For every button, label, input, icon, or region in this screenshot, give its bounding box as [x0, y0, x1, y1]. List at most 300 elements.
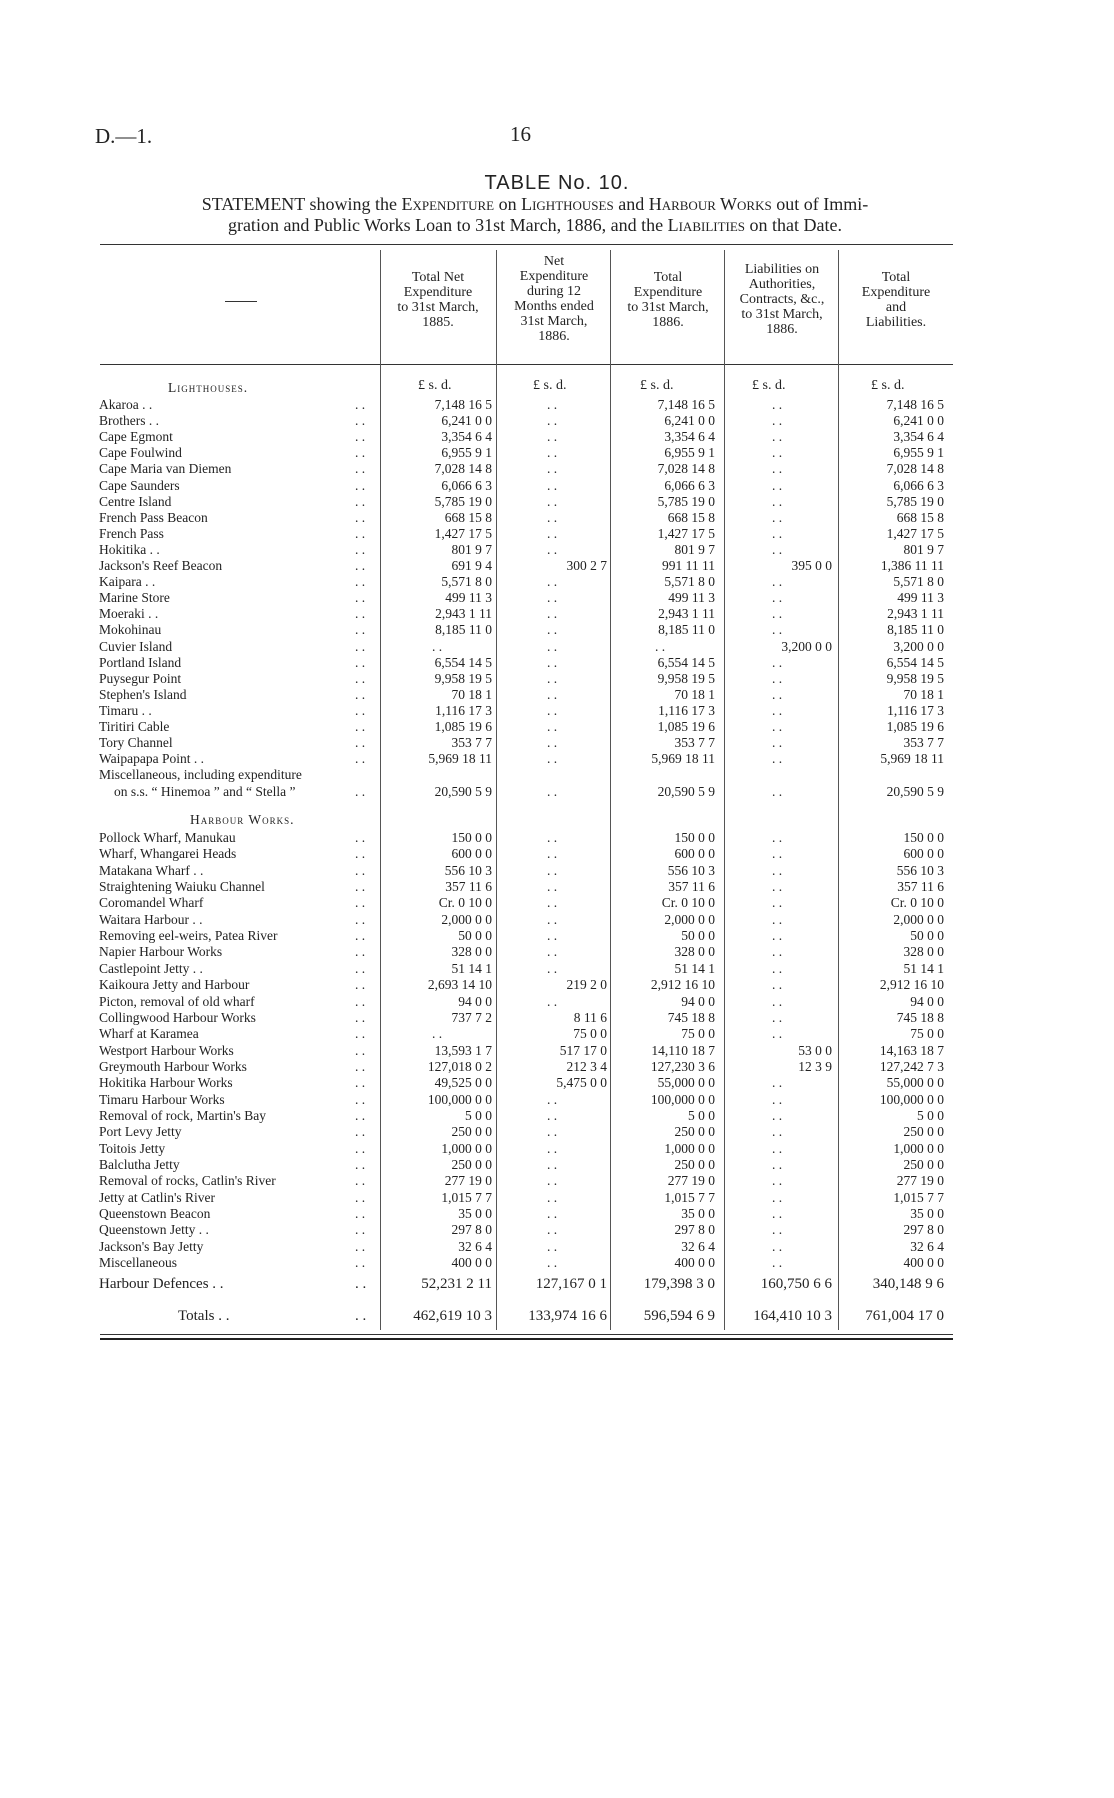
leader-dots: . . [355, 1255, 366, 1270]
table-cell: 94 0 0 [458, 994, 492, 1009]
row-label: Wharf, Whangarei Heads [99, 846, 237, 861]
table-cell: . . [546, 879, 558, 894]
table-cell: 127,230 3 6 [650, 1059, 715, 1074]
row-label: Jackson's Reef Beacon [99, 558, 223, 573]
table-cell: 5,571 8 0 [664, 574, 715, 589]
bottom-rule-thin [100, 1334, 953, 1335]
table-cell: 353 7 7 [903, 735, 944, 750]
table-cell: 6,554 14 5 [657, 655, 715, 670]
table-cell: . . [771, 735, 783, 750]
table-cell: 357 11 6 [668, 879, 715, 894]
table-cell: 75 0 0 [573, 1026, 607, 1041]
table-cell: . . [546, 639, 558, 654]
row-label: Pollock Wharf, Manukau [99, 830, 236, 845]
table-cell: . . [771, 590, 783, 605]
table-cell: 219 2 0 [566, 977, 607, 992]
table-cell: . . [546, 928, 558, 943]
table-cell: 6,554 14 5 [886, 655, 944, 670]
table-cell: 1,116 17 3 [887, 703, 944, 718]
table-cell: 6,955 9 1 [893, 445, 944, 460]
table-cell: 12 3 9 [798, 1059, 832, 1074]
table-cell: . . [771, 1255, 783, 1270]
table-cell: 3,200 0 0 [893, 639, 944, 654]
table-cell: . . [546, 1108, 558, 1123]
row-label: Wharf at Karamea [99, 1026, 199, 1041]
table-cell: . . [771, 1239, 783, 1254]
column-header-4: Liabilities on Authorities, Contracts, &c., to 31st March, 1886. [739, 262, 825, 337]
table-cell: . . [546, 461, 558, 476]
leader-dots: . . [355, 510, 366, 525]
table-cell: 801 9 7 [451, 542, 492, 557]
table-cell: 6,241 0 0 [664, 413, 715, 428]
row-label: Cape Saunders [99, 478, 180, 493]
table-cell: 127,167 0 1 [535, 1276, 607, 1292]
row-label: Port Levy Jetty [99, 1124, 182, 1139]
row-label: Cape Egmont [99, 429, 173, 444]
units-header: £ s. d. [418, 378, 452, 393]
table-cell: . . [546, 912, 558, 927]
table-cell: 250 0 0 [451, 1157, 492, 1172]
table-cell: 745 18 8 [896, 1010, 944, 1025]
table-cell: . . [771, 994, 783, 1009]
table-cell: 164,410 10 3 [753, 1308, 832, 1324]
table-cell: 5,969 18 11 [428, 751, 492, 766]
table-cell: 328 0 0 [903, 944, 944, 959]
leader-dots: . . [355, 1043, 366, 1058]
row-label: Picton, removal of old wharf [99, 994, 255, 1009]
table-cell: 668 15 8 [896, 510, 944, 525]
table-cell: 5,785 19 0 [886, 494, 944, 509]
table-cell: 1,116 17 3 [435, 703, 492, 718]
table-cell: 801 9 7 [674, 542, 715, 557]
leader-dots: . . [355, 846, 366, 861]
table-cell: 20,590 5 9 [434, 784, 492, 799]
leader-dots: . . [355, 719, 366, 734]
table-cell: 556 10 3 [667, 863, 715, 878]
leader-dots: . . [355, 784, 366, 799]
table-cell: . . [771, 928, 783, 943]
table-cell: 51 14 1 [903, 961, 944, 976]
leader-dots: . . [355, 895, 366, 910]
row-label: Waipapapa Point . . [99, 751, 205, 766]
table-cell: 737 7 2 [451, 1010, 492, 1025]
leader-dots: . . [355, 1026, 366, 1041]
table-cell: 3,200 0 0 [781, 639, 832, 654]
table-cell: 3,354 6 4 [664, 429, 715, 444]
table-cell: . . [771, 961, 783, 976]
leader-dots: . . [355, 461, 366, 476]
table-cell: 1,427 17 5 [434, 526, 492, 541]
leader-dots: . . [355, 751, 366, 766]
table-cell: 51 14 1 [674, 961, 715, 976]
table-cell: . . [771, 703, 783, 718]
leader-dots: . . [355, 558, 366, 573]
table-cell: 1,015 7 7 [441, 1190, 492, 1205]
table-cell: . . [546, 494, 558, 509]
table-cell: 51 14 1 [451, 961, 492, 976]
leader-dots: . . [355, 735, 366, 750]
table-cell: 94 0 0 [681, 994, 715, 1009]
table-cell: . . [546, 574, 558, 589]
table-cell: 2,693 14 10 [427, 977, 492, 992]
leader-dots: . . [355, 1239, 366, 1254]
table-cell: 1,015 7 7 [664, 1190, 715, 1205]
table-cell: . . [546, 478, 558, 493]
leader-dots: . . [355, 639, 366, 654]
table-cell: 3,354 6 4 [441, 429, 492, 444]
table-cell: . . [771, 1075, 783, 1090]
table-cell: . . [771, 784, 783, 799]
table-cell: 1,085 19 6 [657, 719, 715, 734]
description-column-dash [225, 301, 257, 302]
table-cell: . . [546, 961, 558, 976]
table-cell: 277 19 0 [896, 1173, 944, 1188]
table-cell: 7,028 14 8 [886, 461, 944, 476]
table-cell: . . [546, 413, 558, 428]
leader-dots: . . [355, 879, 366, 894]
table-cell: . . [771, 1173, 783, 1188]
row-label: Hokitika Harbour Works [99, 1075, 233, 1090]
table-cell: 127,018 0 2 [427, 1059, 492, 1074]
leader-dots: . . [355, 1124, 366, 1139]
table-cell: 6,955 9 1 [441, 445, 492, 460]
leader-dots: . . [355, 590, 366, 605]
table-cell: . . [771, 1092, 783, 1107]
table-cell: 7,148 16 5 [657, 397, 715, 412]
leader-dots: . . [355, 622, 366, 637]
table-cell: . . [546, 687, 558, 702]
leader-dots: . . [355, 1173, 366, 1188]
table-cell: 32 6 4 [681, 1239, 715, 1254]
table-cell: 297 8 0 [674, 1222, 715, 1237]
table-cell: . . [771, 1222, 783, 1237]
table-cell: 50 0 0 [681, 928, 715, 943]
table-cell: 55,000 0 0 [886, 1075, 944, 1090]
table-cell: 35 0 0 [458, 1206, 492, 1221]
table-cell: . . [771, 687, 783, 702]
table-cell: . . [771, 671, 783, 686]
leader-dots: . . [355, 429, 366, 444]
table-cell: 5,785 19 0 [434, 494, 492, 509]
table-cell: . . [771, 1206, 783, 1221]
table-cell: 35 0 0 [681, 1206, 715, 1221]
table-cell: . . [546, 1092, 558, 1107]
table-cell: 2,000 0 0 [441, 912, 492, 927]
leader-dots: . . [355, 655, 366, 670]
table-cell: 3,354 6 4 [893, 429, 944, 444]
table-cell: . . [771, 944, 783, 959]
table-cell: 7,148 16 5 [886, 397, 944, 412]
row-label: Coromandel Wharf [99, 895, 204, 910]
table-cell: 556 10 3 [896, 863, 944, 878]
row-label: Puysegur Point [99, 671, 182, 686]
table-cell: 9,958 19 5 [657, 671, 715, 686]
table-cell: . . [771, 1157, 783, 1172]
table-cell: . . [546, 751, 558, 766]
table-cell: . . [771, 655, 783, 670]
row-label: Moeraki . . [99, 606, 159, 621]
row-label: Jetty at Catlin's River [99, 1190, 216, 1205]
table-cell: 5,571 8 0 [441, 574, 492, 589]
units-header: £ s. d. [871, 378, 905, 393]
table-cell: . . [546, 719, 558, 734]
table-cell: 7,028 14 8 [657, 461, 715, 476]
page-number: 16 [510, 122, 531, 146]
table-cell: 357 11 6 [445, 879, 492, 894]
table-cell: . . [771, 574, 783, 589]
header-bottom-rule [100, 364, 953, 365]
row-label: Kaikoura Jetty and Harbour [99, 977, 250, 992]
table-cell: 395 0 0 [791, 558, 832, 573]
leader-dots: . . [355, 944, 366, 959]
table-cell: . . [771, 461, 783, 476]
bottom-rule-thick [100, 1338, 953, 1340]
table-cell: 517 17 0 [559, 1043, 607, 1058]
table-cell: 2,000 0 0 [893, 912, 944, 927]
leader-dots: . . [355, 912, 366, 927]
table-cell: . . [771, 606, 783, 621]
table-cell: 250 0 0 [451, 1124, 492, 1139]
table-cell: 556 10 3 [444, 863, 492, 878]
table-cell: . . [546, 1222, 558, 1237]
leader-dots: . . [355, 494, 366, 509]
row-label: Marine Store [99, 590, 170, 605]
table-cell: 250 0 0 [903, 1124, 944, 1139]
table-cell: 6,241 0 0 [893, 413, 944, 428]
table-cell: 600 0 0 [674, 846, 715, 861]
table-cell: . . [771, 429, 783, 444]
section-heading-harbour-works: Harbour Works. [190, 812, 295, 827]
table-cell: . . [771, 542, 783, 557]
column-header-5: Total Expenditure and Liabilities. [861, 270, 931, 330]
table-cell: . . [771, 1190, 783, 1205]
table-cell: 761,004 17 0 [865, 1308, 944, 1324]
table-cell: . . [546, 655, 558, 670]
table-cell: . . [431, 639, 443, 654]
table-cell: 277 19 0 [667, 1173, 715, 1188]
table-cell: . . [546, 526, 558, 541]
table-cell: 250 0 0 [674, 1157, 715, 1172]
table-cell: 1,000 0 0 [441, 1141, 492, 1156]
row-label: Waitara Harbour . . [99, 912, 203, 927]
table-cell: 462,619 10 3 [413, 1308, 492, 1324]
table-cell: 600 0 0 [451, 846, 492, 861]
row-label: Cuvier Island [99, 639, 173, 654]
row-label: Queenstown Beacon [99, 1206, 211, 1221]
table-cell: . . [654, 639, 666, 654]
table-cell: 5,571 8 0 [893, 574, 944, 589]
row-label: Miscellaneous [99, 1255, 177, 1270]
table-cell: . . [546, 1206, 558, 1221]
leader-dots: . . [355, 413, 366, 428]
table-cell: 70 18 1 [903, 687, 944, 702]
table-cell: 32 6 4 [458, 1239, 492, 1254]
table-cell: . . [771, 1141, 783, 1156]
table-cell: 100,000 0 0 [650, 1092, 715, 1107]
table-cell: . . [771, 751, 783, 766]
table-cell: 1,000 0 0 [893, 1141, 944, 1156]
table-cell: 1,116 17 3 [658, 703, 715, 718]
table-cell: . . [546, 703, 558, 718]
leader-dots: . . [355, 863, 366, 878]
table-cell: 745 18 8 [667, 1010, 715, 1025]
table-cell: 1,427 17 5 [657, 526, 715, 541]
table-cell: . . [771, 526, 783, 541]
leader-dots: . . [355, 703, 366, 718]
table-cell: . . [431, 1026, 443, 1041]
table-cell: 7,028 14 8 [434, 461, 492, 476]
table-cell: 297 8 0 [451, 1222, 492, 1237]
table-cell: 1,085 19 6 [886, 719, 944, 734]
leader-dots: . . [355, 1276, 367, 1292]
table-cell: . . [771, 895, 783, 910]
table-cell: 2,000 0 0 [664, 912, 715, 927]
table-cell: 5,785 19 0 [657, 494, 715, 509]
table-cell: 9,958 19 5 [886, 671, 944, 686]
row-label: Balclutha Jetty [99, 1157, 180, 1172]
leader-dots: . . [355, 1010, 366, 1025]
table-cell: . . [771, 1010, 783, 1025]
table-cell: 6,554 14 5 [434, 655, 492, 670]
row-label: Mokohinau [99, 622, 162, 637]
table-cell: 50 0 0 [458, 928, 492, 943]
table-cell: . . [546, 1124, 558, 1139]
table-cell: 357 11 6 [897, 879, 944, 894]
table-cell: 133,974 16 6 [528, 1308, 607, 1324]
table-cell: 8,185 11 0 [887, 622, 944, 637]
table-cell: 212 3 4 [566, 1059, 607, 1074]
table-cell: 6,955 9 1 [664, 445, 715, 460]
table-cell: . . [546, 735, 558, 750]
table-cell: 5,969 18 11 [880, 751, 944, 766]
table-cell: 1,427 17 5 [886, 526, 944, 541]
table-cell: 49,525 0 0 [434, 1075, 492, 1090]
leader-dots: . . [355, 1075, 366, 1090]
table-cell: 5 0 0 [917, 1108, 944, 1123]
table-cell: . . [546, 542, 558, 557]
row-label: Tory Channel [99, 735, 173, 750]
leader-dots: . . [355, 830, 366, 845]
table-cell: 94 0 0 [910, 994, 944, 1009]
table-cell: . . [771, 912, 783, 927]
top-rule [100, 244, 953, 245]
table-cell: . . [771, 879, 783, 894]
row-label: Toitois Jetty [99, 1141, 166, 1156]
table-cell: . . [771, 830, 783, 845]
table-cell: 5,475 0 0 [556, 1075, 607, 1090]
table-cell: . . [546, 622, 558, 637]
table-cell: 300 2 7 [566, 558, 607, 573]
table-cell: 250 0 0 [903, 1157, 944, 1172]
leader-dots: . . [355, 977, 366, 992]
leader-dots: . . [355, 1141, 366, 1156]
table-cell: 75 0 0 [681, 1026, 715, 1041]
table-cell: 2,912 16 10 [879, 977, 944, 992]
row-label: Stephen's Island [99, 687, 187, 702]
table-cell: . . [546, 429, 558, 444]
table-cell: 2,943 1 11 [435, 606, 492, 621]
row-label: Queenstown Jetty . . [99, 1222, 209, 1237]
table-cell: 8 11 6 [573, 1010, 607, 1025]
table-cell: . . [546, 895, 558, 910]
table-cell: 353 7 7 [451, 735, 492, 750]
table-cell: 2,943 1 11 [887, 606, 944, 621]
table-cell: 691 9 4 [451, 558, 492, 573]
table-cell: 6,066 6 3 [664, 478, 715, 493]
table-cell: . . [546, 671, 558, 686]
table-cell: . . [546, 846, 558, 861]
table-cell: . . [546, 863, 558, 878]
table-cell: 400 0 0 [674, 1255, 715, 1270]
row-label: Removing eel-weirs, Patea River [99, 928, 278, 943]
leader-dots: . . [355, 1059, 366, 1074]
leader-dots: . . [355, 526, 366, 541]
table-cell: 150 0 0 [674, 830, 715, 845]
table-cell: . . [771, 1108, 783, 1123]
table-cell: . . [546, 1157, 558, 1172]
table-cell: 1,015 7 7 [893, 1190, 944, 1205]
table-cell: 499 11 3 [445, 590, 492, 605]
table-cell: 6,066 6 3 [441, 478, 492, 493]
table-cell: Cr. 0 10 0 [438, 895, 492, 910]
table-cell: 991 11 11 [662, 558, 715, 573]
table-title: TABLE No. 10. [484, 172, 630, 194]
row-label: Westport Harbour Works [99, 1043, 234, 1058]
table-cell: 6,241 0 0 [441, 413, 492, 428]
row-label: Portland Island [99, 655, 182, 670]
table-cell: . . [546, 1255, 558, 1270]
table-cell: . . [771, 1026, 783, 1041]
table-cell: . . [771, 397, 783, 412]
table-cell: 6,066 6 3 [893, 478, 944, 493]
table-cell: . . [546, 1239, 558, 1254]
table-cell: . . [546, 784, 558, 799]
table-cell: 179,398 3 0 [643, 1276, 715, 1292]
table-cell: . . [771, 413, 783, 428]
leader-dots: . . [355, 1222, 366, 1237]
leader-dots: . . [355, 994, 366, 1009]
table-cell: 150 0 0 [903, 830, 944, 845]
table-cell: . . [771, 622, 783, 637]
row-label: Timaru . . [99, 703, 152, 718]
table-cell: 55,000 0 0 [657, 1075, 715, 1090]
table-cell: 328 0 0 [674, 944, 715, 959]
table-cell: . . [771, 478, 783, 493]
row-label: Cape Foulwind [99, 445, 182, 460]
row-label: on s.s. “ Hinemoa ” and “ Stella ” [114, 784, 296, 799]
row-label: Kaipara . . [99, 574, 156, 589]
row-label: Castlepoint Jetty . . [99, 961, 203, 976]
row-label: Straightening Waiuku Channel [99, 879, 265, 894]
table-cell: . . [771, 863, 783, 878]
table-cell: 801 9 7 [903, 542, 944, 557]
table-cell: 13,593 1 7 [434, 1043, 492, 1058]
table-cell: 1,386 11 11 [880, 558, 944, 573]
table-cell: 353 7 7 [674, 735, 715, 750]
table-cell: . . [546, 1173, 558, 1188]
table-cell: 150 0 0 [451, 830, 492, 845]
table-cell: . . [546, 510, 558, 525]
table-cell: 668 15 8 [444, 510, 492, 525]
leader-dots: . . [355, 542, 366, 557]
table-cell: 5 0 0 [465, 1108, 492, 1123]
table-cell: . . [771, 846, 783, 861]
table-cell: 250 0 0 [674, 1124, 715, 1139]
row-label: Collingwood Harbour Works [99, 1010, 256, 1025]
column-header-1: Total Net Expenditure to 31st March, 1885. [397, 270, 479, 330]
row-label: Removal of rock, Martin's Bay [99, 1108, 267, 1123]
table-cell: 75 0 0 [910, 1026, 944, 1041]
